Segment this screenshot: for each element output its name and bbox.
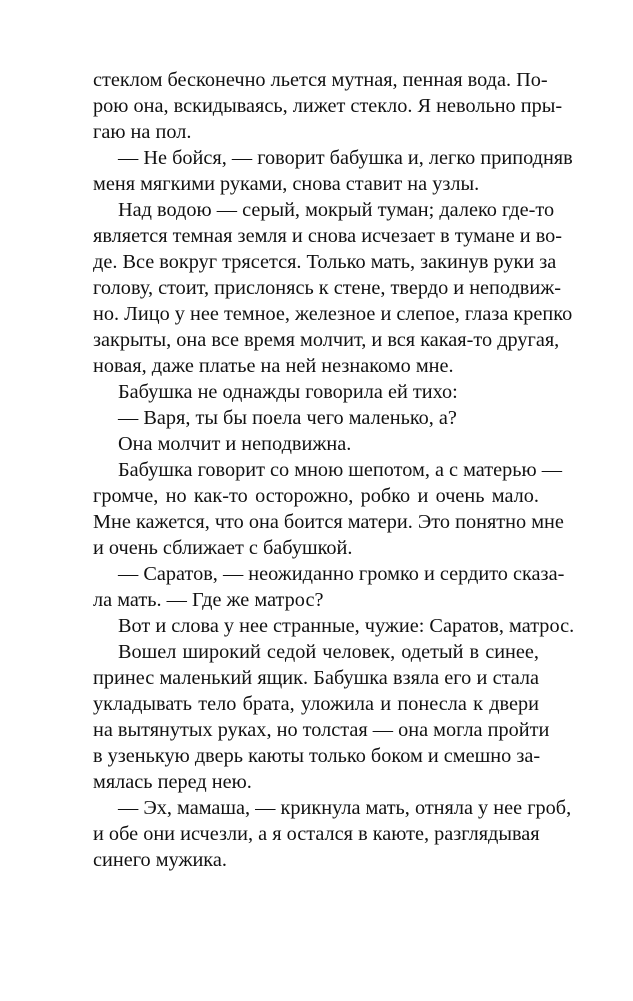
text-line: Бабушка говорит со мною шепотом, а с матерью — — [118, 459, 563, 481]
text-line: — Эх, мамаша, — крикнула мать, отняла у нее гроб, — [118, 797, 572, 819]
text-line: принес маленький ящик. Бабушка взяла его и стала — [93, 667, 539, 689]
text-line: голову, стоит, прислонясь к стене, твердо и неподвиж- — [93, 277, 561, 299]
text-line: — Не бойся, — говорит бабушка и, легко приподняв — [118, 147, 573, 169]
text-line: рою она, вскидываясь, лижет стекло. Я невольно пры- — [93, 95, 563, 117]
text-line: меня мягкими руками, снова ставит на узлы. — [93, 173, 480, 195]
text-line: стеклом бесконечно льется мутная, пенная вода. По- — [93, 69, 548, 91]
text-line: гаю на пол. — [93, 121, 192, 143]
text-line: Мне кажется, что она боится матери. Это понятно мне — [93, 511, 564, 533]
text-line: в узенькую дверь каюты только боком и смешно за- — [93, 745, 541, 767]
text-line: Над водою — серый, мокрый туман; далеко где-то — [118, 199, 555, 221]
text-line: синего мужика. — [93, 849, 227, 871]
text-line: Вот и слова у нее странные, чужие: Саратов, матрос. — [118, 615, 575, 637]
text-line: на вытянутых руках, но толстая — она могла пройти — [93, 719, 550, 741]
text-line: закрыты, она все время молчит, и вся какая-то другая, — [93, 329, 560, 351]
text-line: ла мать. — Где же матрос? — [93, 589, 324, 611]
text-line: Бабушка не однажды говорила ей тихо: — [118, 381, 458, 403]
text-line: де. Все вокруг трясется. Только мать, закинув руки за — [93, 251, 557, 273]
text-line: и обе они исчезли, а я остался в каюте, разглядывая — [93, 823, 540, 845]
text-line: и очень сближает с бабушкой. — [93, 537, 353, 559]
text-line: мялась перед нею. — [93, 771, 252, 793]
text-line: — Саратов, — неожиданно громко и сердито сказа- — [118, 563, 565, 585]
text-line: новая, даже платье на ней незнакомо мне. — [93, 355, 454, 377]
text-line: громче, но как-то осторожно, робко и очень мало. — [93, 485, 539, 507]
text-line: является темная земля и снова исчезает в тумане и во- — [93, 225, 563, 247]
text-line: Она молчит и неподвижна. — [118, 433, 352, 455]
text-line: — Варя, ты бы поела чего маленько, а? — [118, 407, 457, 429]
text-line: укладывать тело брата, уложила и понесла к двери — [93, 693, 539, 715]
text-line: Вошел широкий седой человек, одетый в синее, — [118, 641, 539, 663]
text-line: но. Лицо у нее темное, железное и слепое, глаза крепко — [93, 303, 573, 325]
